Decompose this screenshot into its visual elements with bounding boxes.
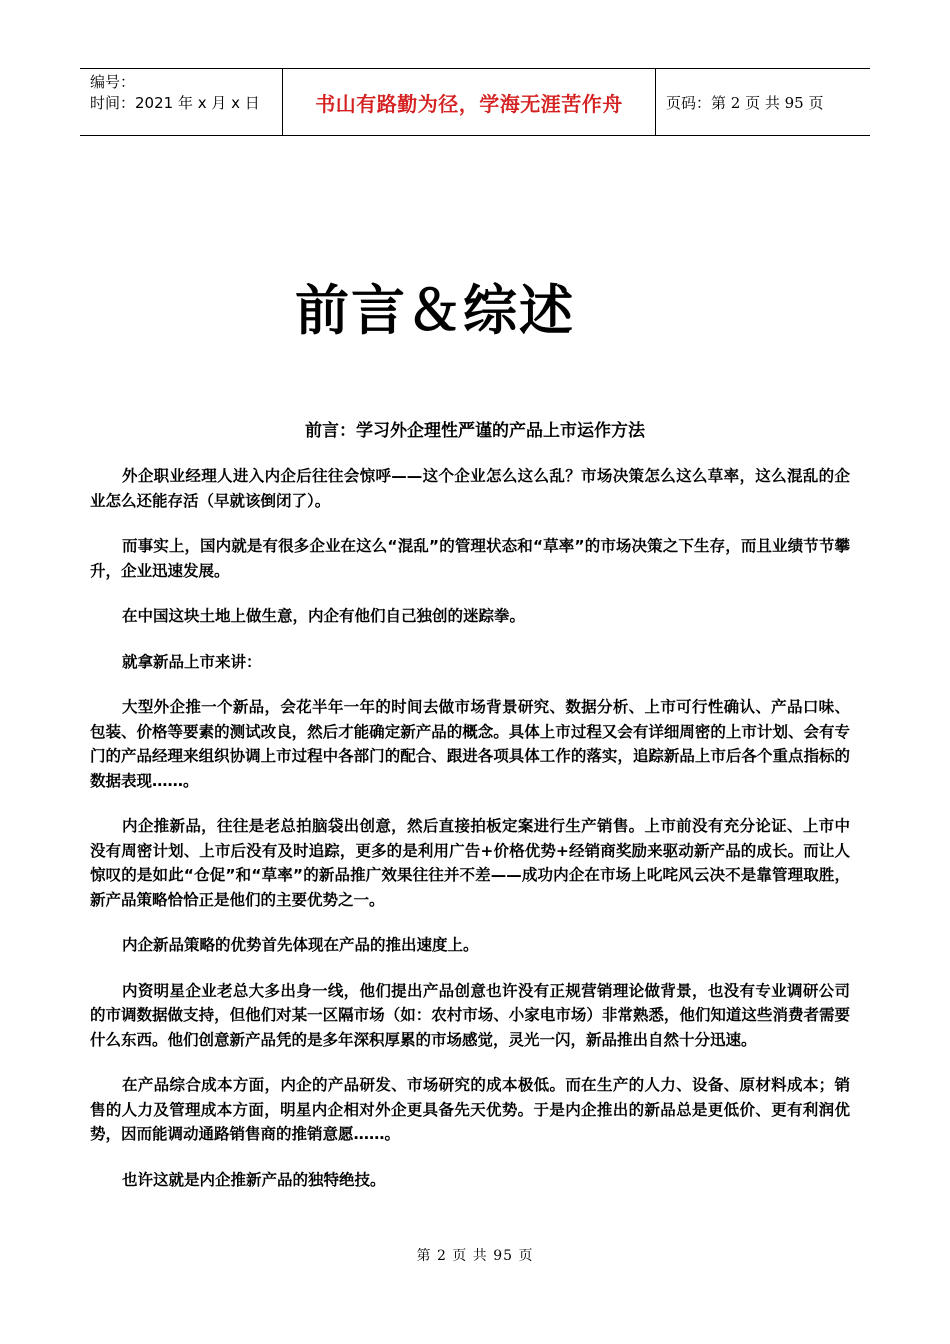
paragraph: 内资明星企业老总大多出身一线，他们提出产品创意也许没有正规营销理论做背景，也没有专业调研公司的市调数据做支持，但他们对某一区隔市场（如：农村市场、小家电市场）非常熟悉，他们知道这些消费者需要什么东西。他们创意新产品凭的是多年深积厚累的市场感觉，灵光一闪，新品推出自然十分迅速。 [90,981,850,1049]
body-text [90,464,850,1213]
number-label: 编号： [90,73,136,91]
header-page-info: 页码：第 2 页 共 95 页 [666,93,824,112]
section-subtitle: 前言：学习外企理性严谨的产品上市运作方法 [305,421,645,441]
header-meta [80,69,282,135]
paragraph: 在产品综合成本方面，内企的产品研发、市场研究的成本极低。而在生产的人力、设备、原材料成本；销售的人力及管理成本方面，明星内企相对外企更具备先天优势。于是内企推出的新品总是更低价、更有利润优势，因而能调动通路销售商的推销意愿……。 [90,1076,850,1143]
paragraph: 外企职业经理人进入内企后往往会惊呼——这个企业怎么这么乱？市场决策怎么这么草率，这么混乱的企业怎么还能存活（早就该倒闭了）。 [90,467,850,510]
page-title: 前言＆综述 [295,278,575,342]
paragraph: 内企推新品，往往是老总拍脑袋出创意，然后直接拍板定案进行生产销售。上市前没有充分论证、上市中没有周密计划、上市后没有及时追踪，更多的是利用广告+价格优势+经销商奖励来驱动新产品的成长。而让人惊叹的是如此“仓促”和“草率”的新品推广效果往往并不差——成功内企在市场上叱咤风云决不是靠管理取胜，新产品策略恰恰正是他们的主要优势之一。 [90,817,850,909]
paragraph: 大型外企推一个新品，会花半年一年的时间去做市场背景研究、数据分析、上市可行性确认、产品口味、包装、价格等要素的测试改良，然后才能确定新产品的概念。具体上市过程又会有详细周密的上市计划、会有专门的产品经理来组织协调上市过程中各部门的配合、跟进各项具体工作的落实，追踪新品上市后各个重点指标的数据表现……。 [90,698,850,790]
paragraph: 而事实上，国内就是有很多企业在这么“混乱”的管理状态和“草率”的市场决策之下生存，而且业绩节节攀升，企业迅速发展。 [90,537,850,580]
paragraph: 内企新品策略的优势首先体现在产品的推出速度上。 [122,936,479,954]
paragraph: 就拿新品上市来讲： [122,652,262,671]
paragraph: 也许这就是内企推新产品的独特绝技。 [122,1170,386,1189]
date-label: 时间：2021 年 x 月 x 日 [90,94,260,112]
header-motto: 书山有路勤为径，学海无涯苦作舟 [282,69,656,135]
page-footer: 第 2 页 共 95 页 [416,1248,534,1264]
document-header [80,68,870,136]
paragraph: 在中国这块土地上做生意，内企有他们自己独创的迷踪拳。 [122,607,526,625]
